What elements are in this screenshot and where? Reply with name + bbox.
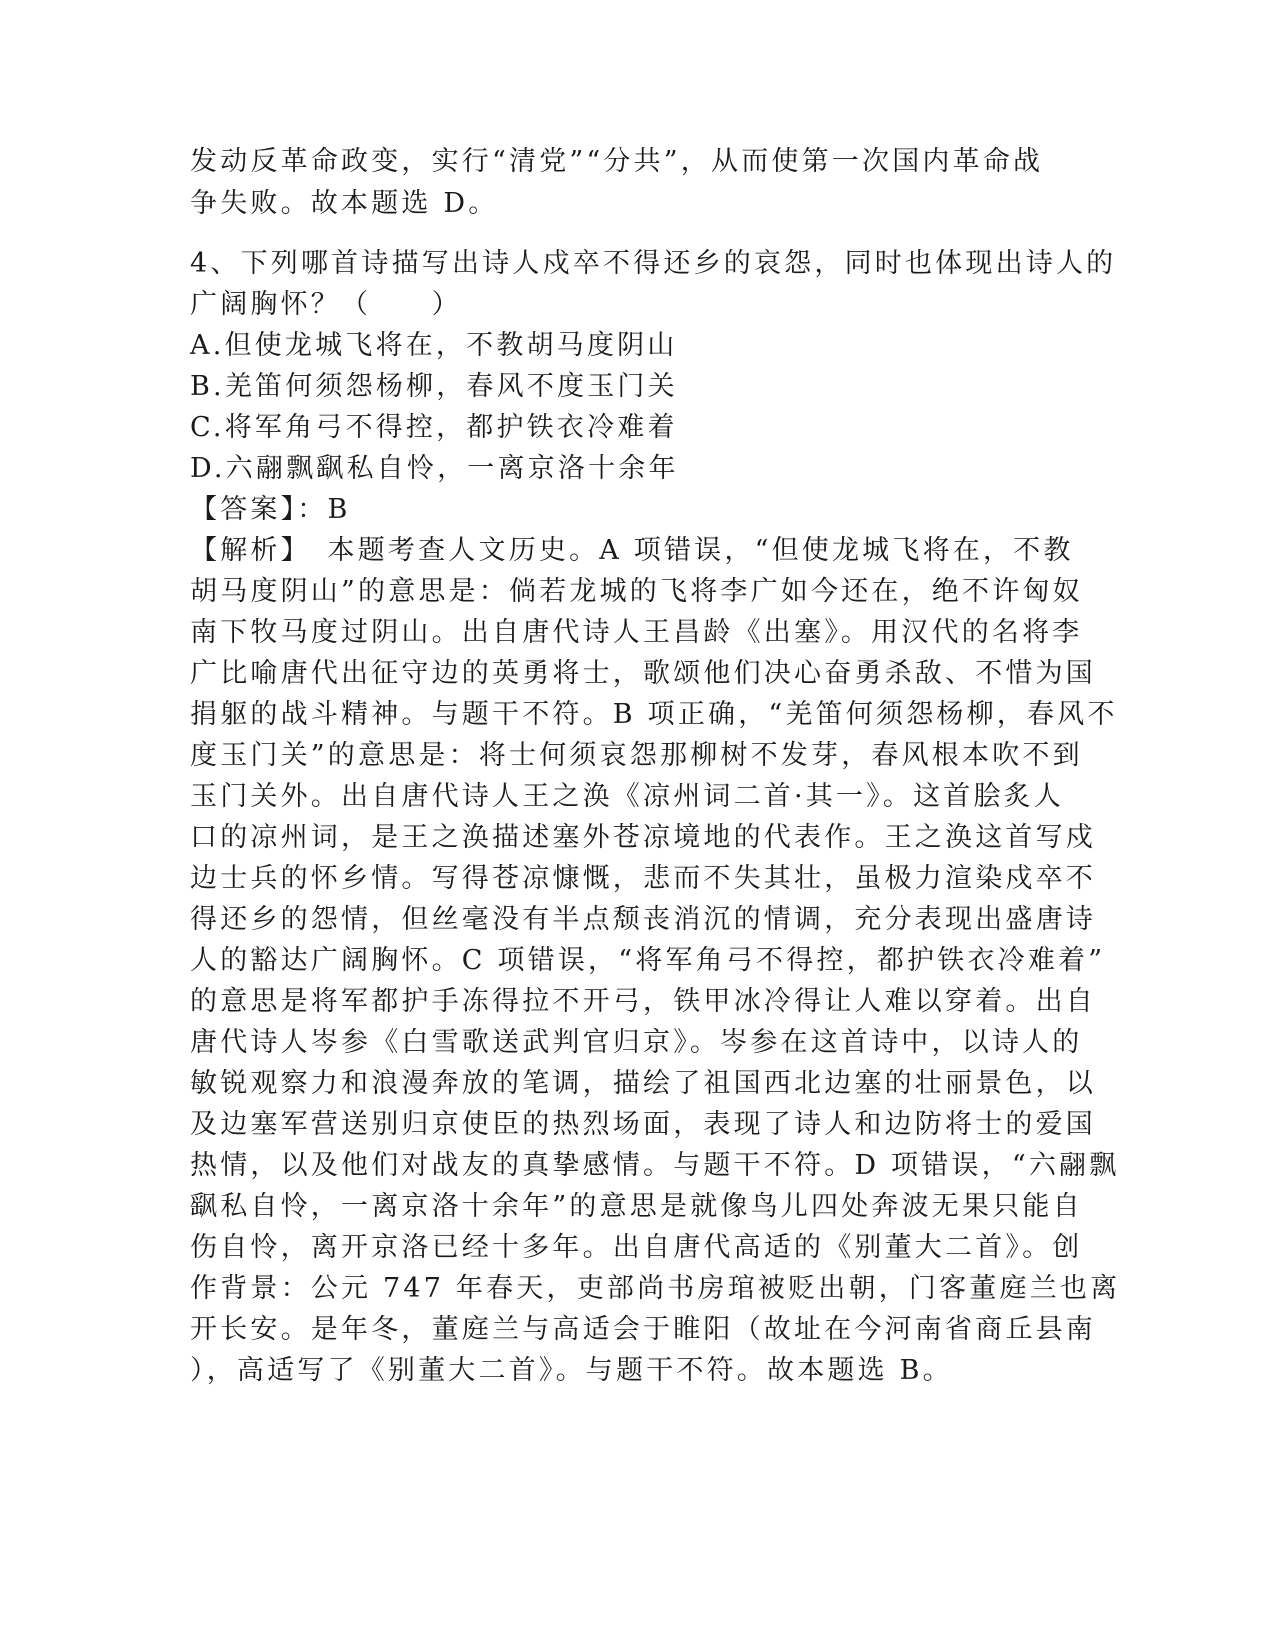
analysis-line: 得还乡的怨情，但丝毫没有半点颓丧消沉的情调，充分表现出盛唐诗 <box>190 904 1096 935</box>
analysis-line: 伤自怜，离开京洛已经十多年。出自唐代高适的《别董大二首》。创 <box>190 1232 1083 1263</box>
option-c: C.将军角弓不得控，都护铁衣冷难着 <box>190 412 678 443</box>
analysis-line: 口的凉州词，是王之涣描述塞外苍凉境地的代表作。王之涣这首写戍 <box>190 822 1096 853</box>
analysis-line: 广比喻唐代出征守边的英勇将士，歌颂他们决心奋勇杀敌、不惜为国 <box>190 658 1096 689</box>
analysis-line: 人的豁达广阔胸怀。C 项错误，“将军角弓不得控，都护铁衣冷难着” <box>190 945 1106 976</box>
answer-label: 【答案】：B <box>190 494 351 525</box>
analysis-line: ），高适写了《别董大二首》。与题干不符。故本题选 B。 <box>190 1355 953 1386</box>
analysis-line: 边士兵的怀乡情。写得苍凉慷慨，悲而不失其壮，虽极力渲染戍卒不 <box>190 863 1096 894</box>
prev-answer-line: 争失败。故本题选 D。 <box>190 188 499 219</box>
analysis-line: 开长安。是年冬，董庭兰与高适会于睢阳（故址在今河南省商丘县南 <box>190 1314 1096 1345</box>
analysis-line: 及边塞军营送别归京使臣的热烈场面，表现了诗人和边防将士的爱国 <box>190 1109 1096 1140</box>
analysis-line: 飖私自怜，一离京洛十余年”的意思是就像鸟儿四处奔波无果只能自 <box>190 1191 1083 1222</box>
question-text: 4、下列哪首诗描写出诗人戍卒不得还乡的哀怨，同时也体现出诗人的 <box>190 248 1117 279</box>
analysis-line: 捐躯的战斗精神。与题干不符。B 项正确，“羌笛何须怨杨柳，春风不 <box>190 699 1118 730</box>
analysis-line: 【解析】 本题考查人文历史。A 项错误，“但使龙城飞将在，不教 <box>190 535 1074 566</box>
analysis-line: 敏锐观察力和浪漫奔放的笔调，描绘了祖国西北边塞的壮丽景色，以 <box>190 1068 1096 1099</box>
option-b: B.羌笛何须怨杨柳，春风不度玉门关 <box>190 371 678 402</box>
analysis-line: 胡马度阴山”的意思是：倘若龙城的飞将李广如今还在，绝不许匈奴 <box>190 576 1083 607</box>
option-a: A.但使龙城飞将在，不教胡马度阴山 <box>190 330 678 361</box>
analysis-line: 南下牧马度过阴山。出自唐代诗人王昌龄《出塞》。用汉代的名将李 <box>190 617 1083 648</box>
analysis-line: 的意思是将军都护手冻得拉不开弓，铁甲冰冷得让人难以穿着。出自 <box>190 986 1096 1017</box>
analysis-line: 作背景：公元 747 年春天，吏部尚书房琯被贬出朝，门客董庭兰也离 <box>190 1273 1121 1304</box>
prev-answer-line: 发动反革命政变，实行“清党”“分共”，从而使第一次国内革命战 <box>190 146 1044 177</box>
analysis-line: 唐代诗人岑参《白雪歌送武判官归京》。岑参在这首诗中，以诗人的 <box>190 1027 1083 1058</box>
analysis-line: 热情，以及他们对战友的真挚感情。与题干不符。D 项错误，“六翮飘 <box>190 1150 1120 1181</box>
analysis-line: 度玉门关”的意思是：将士何须哀怨那柳树不发芽，春风根本吹不到 <box>190 740 1083 771</box>
option-d: D.六翮飘飖私自怜，一离京洛十余年 <box>190 453 679 484</box>
analysis-line: 玉门关外。出自唐代诗人王之涣《凉州词二首·其一》。这首脍炙人 <box>190 781 1065 812</box>
question-text: 广阔胸怀？（ ） <box>190 289 462 320</box>
